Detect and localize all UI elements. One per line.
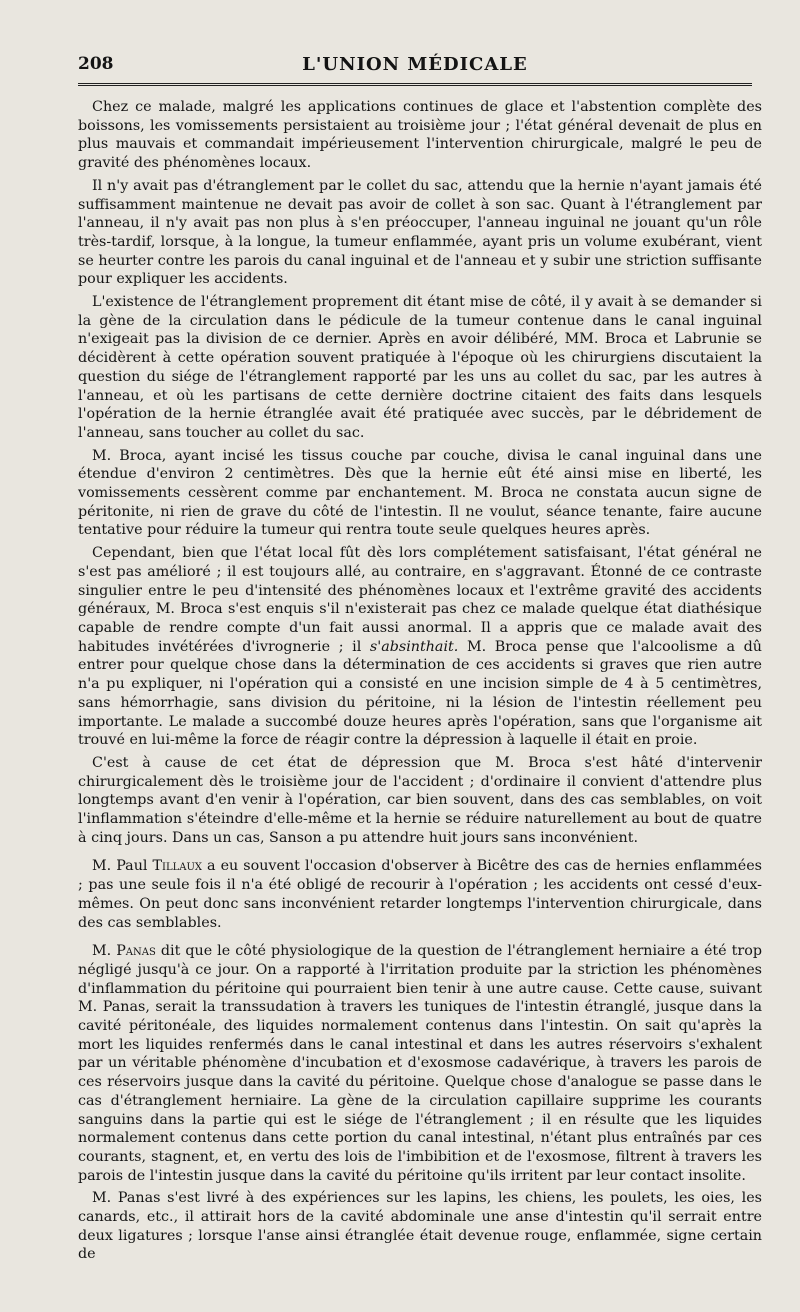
- paragraph: [78, 857, 762, 932]
- paragraph: M. Panas s'est livré à des expériences sur les lapins, les chiens, les poulets, les oies, les canards, etc., il attirait hors de la cavité abdominale une anse d'intestin qu'il serrait entre deux ligatures ; lorsque l'anse ainsi étranglée était devenue rouge, enflammée, signe certain de: [78, 1190, 762, 1263]
- paragraph-text: dit que le côté physiologique de la question de l'étranglement herniaire a été trop négligé jusqu'à ce jour. On a rapporté à l'irritation produite par la striction les phénomènes d'inflammation du péritoine qui pourraient bien tenir à une autre cause. Cette cause, suivant M. Panas, serait la transsudation à travers les tuniques de l'intestin étranglé, jusque dans la cavité péritonéale, des liquides normalement contenus dans l'intestin. On sait qu'après la mort les liquides renfermés dans le canal intestinal et dans les autres réservoirs s'exhalent par un véritable phénomène d'incubation et d'exosmose cadavérique, à travers les parois de ces réservoirs jusque dans la cavité du péritoine. Quelque chose d'analogue se passe dans le cas d'étranglement herniaire. La gène de la circulation capillaire supprime les courants sanguins dans la partie qui est le siége de l'étranglement ; il en résulte que les liquides normalement contenus dans cette portion du canal intestinal, n'étant plus entraînés par ces courants, stagnent, et, en vertu des lois de l'imbibition et de l'exosmose, filtrent à travers les parois de l'intestin jusque dans la cavité du péritoine qu'ils irritent par leur contact insolite.: [78, 943, 762, 1184]
- paragraph: M. Broca, ayant incisé les tissus couche par couche, divisa le canal inguinal dans une étendue d'environ 2 centimètres. Dès que la hernie eût été ainsi mise en liberté, les vomissements cessèrent comme par enchantement. M. Broca ne constata aucun signe de péritonite, ni rien de grave du côté de l'intestin. Il ne voulut, séance tenante, faire aucune tentative pour réduire la tumeur qui rentra toute seule quelques heures après.: [78, 447, 762, 539]
- italic-term: s'absinthait.: [369, 638, 459, 655]
- paragraph: [78, 942, 762, 1185]
- paragraph-text: M. Broca pense que l'alcoolisme a dû entrer pour quelque chose dans la détermination de ces accidents si graves que rien autre n'a pu expliquer, ni l'opération qui a consisté en une incision simple de 4 à 5 centimètres, sans hémorrhagie, sans division du péritoine, ni la lésion de l'intestin réellement peu importante. Le malade a succombé douze heures après l'opération, sans que l'organisme ait trouvé en lui-même la force de réagir contre la dépression à laquelle il était en proie.: [78, 638, 762, 749]
- page-header: [78, 50, 752, 80]
- paragraph-text: Cependant, bien que l'état local fût dès lors complétement satisfaisant, l'état général ne s'est pas amélioré ; il est toujours allé, au contraire, en s'aggravant. Étonné de ce contraste singulier entre le peu d'intensité des phénomènes locaux et l'extrême gravité des accidents généraux, M. Broca s'est enquis s'il n'existerait pas chez ce malade quelque état diathésique capable de rendre compte d'un fait aussi anormal. Il a appris que ce malade avait des habitudes invétérées d'ivrognerie ; il: [78, 545, 762, 655]
- speaker-name: Panas: [116, 943, 156, 960]
- speaker-prefix: M. Paul: [92, 858, 153, 875]
- paragraph-text: a eu souvent l'occasion d'observer à Bicêtre des cas de hernies enflammées ; pas une seule fois il n'a été obligé de recourir à l'opération ; les accidents ont cessé d'eux-mêmes. On peut donc sans inconvénient retarder longtemps l'intervention chirurgicale, dans des cas semblables.: [78, 858, 762, 931]
- article-body: [78, 98, 762, 1268]
- paragraph: L'existence de l'étranglement proprement dit étant mise de côté, il y avait à se demander si la gène de la circulation dans le pédicule de la tumeur contenue dans le canal inguinal n'exigeait pas la division de ce dernier. Après en avoir délibéré, MM. Broca et Labrunie se décidèrent à cette opération souvent pratiquée à l'époque où les chirurgiens discutaient la question du siége de l'étranglement rapporté par les uns au collet du sac, par les autres à l'anneau, et où les partisans de cette dernière doctrine citaient des faits dans lesquels l'opération de la hernie étranglée avait été pratiquée avec succès, par le débridement de l'anneau, sans toucher au collet du sac.: [78, 294, 762, 441]
- header-rule: [78, 83, 752, 86]
- paragraph: Chez ce malade, malgré les applications continues de glace et l'abstention complète des boissons, les vomissements persistaient au troisième jour ; l'état général devenait de plus en plus mauvais et commandait impérieusement l'intervention chirurgicale, malgré le peu de gravité des phénomènes locaux.: [78, 99, 762, 172]
- speaker-name: Tillaux: [152, 858, 203, 875]
- page-number: 208: [78, 54, 114, 74]
- running-title: L'UNION MÉDICALE: [302, 54, 528, 75]
- paragraph: Il n'y avait pas d'étranglement par le collet du sac, attendu que la hernie n'ayant jamais été suffisamment maintenue ne devait pas avoir de collet à son sac. Quant à l'étranglement par l'anneau, il n'y avait pas non plus à s'en préoccuper, l'anneau inguinal ne jouant qu'un rôle très-tardif, lorsque, à la longue, la tumeur enflammée, ayant pris un volume exubérant, vient se heurter contre les parois du canal inguinal et de l'anneau et y subir une striction suffisante pour expliquer les accidents.: [78, 177, 762, 288]
- paragraph: [78, 544, 762, 750]
- paragraph: C'est à cause de cet état de dépression que M. Broca s'est hâté d'intervenir chirurgicalement dès le troisième jour de l'accident ; d'ordinaire il convient d'attendre plus longtemps avant d'en venir à l'opération, car bien souvent, dans des cas semblables, on voit l'inflammation s'éteindre d'elle-même et la hernie se réduire naturellement au bout de quatre à cinq jours. Dans un cas, Sanson a pu attendre huit jours sans inconvénient.: [78, 754, 762, 846]
- speaker-prefix: M.: [92, 943, 117, 960]
